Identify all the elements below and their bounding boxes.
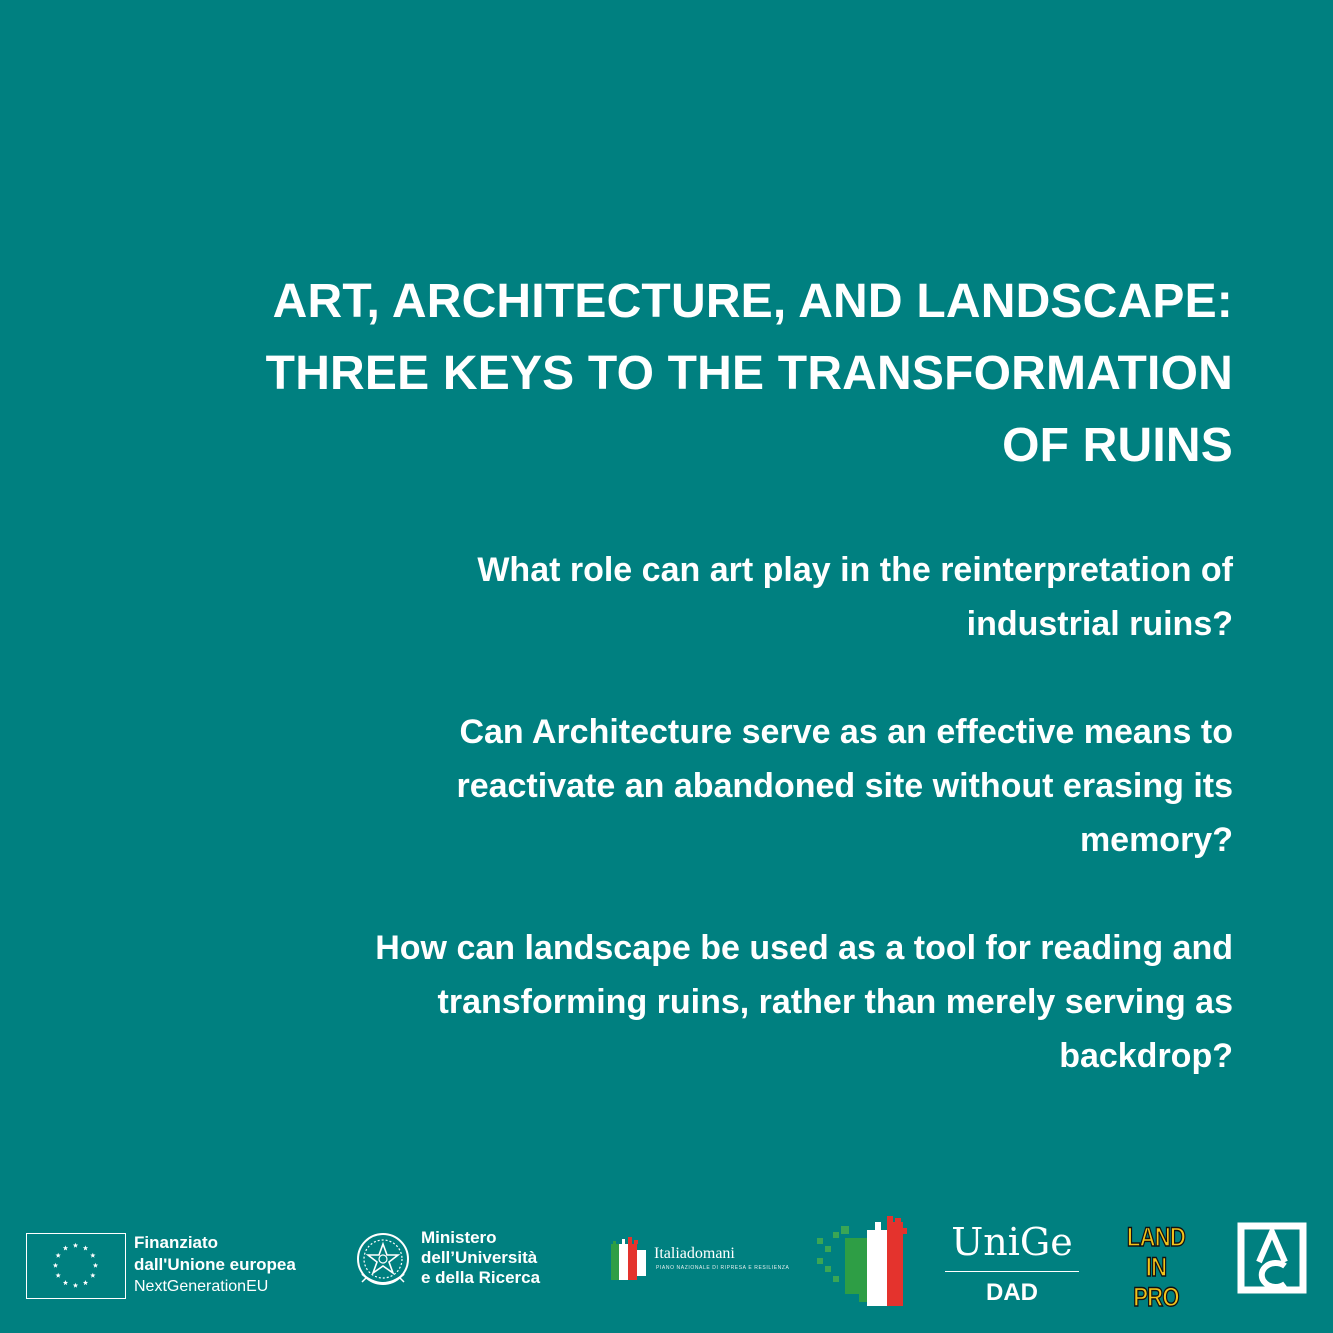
eu-star — [90, 1273, 95, 1278]
question-architecture — [103, 705, 1233, 867]
eu-star — [73, 1243, 78, 1248]
landinpro-line: IN — [1145, 1252, 1167, 1282]
question-line: backdrop? — [1059, 1037, 1233, 1075]
ministry-label — [421, 1228, 540, 1288]
eu-star — [83, 1245, 88, 1250]
italiadomani-name: Italiadomani — [654, 1245, 735, 1262]
italian-flag-icon — [608, 1234, 654, 1284]
question-line: What role can art play in the reinterpretation of — [477, 551, 1233, 589]
question-art — [103, 543, 1233, 651]
eu-star — [73, 1283, 78, 1288]
question-line: transforming ruins, rather than merely serving as — [437, 983, 1233, 1021]
ac-monogram-icon — [1237, 1222, 1307, 1294]
landinpro-logo — [1120, 1222, 1192, 1318]
eu-label-line: dall'Unione europea — [134, 1255, 296, 1274]
eu-star — [56, 1253, 61, 1258]
eu-label-line: NextGenerationEU — [134, 1278, 269, 1295]
question-line: Can Architecture serve as an effective means to — [459, 713, 1233, 751]
title-line: OF RUINS — [1002, 419, 1233, 472]
italiadomani-subtitle: PIANO NAZIONALE DI RIPRESA E RESILIENZA — [656, 1265, 790, 1271]
title-line: ART, ARCHITECTURE, AND LANDSCAPE: — [272, 275, 1233, 328]
eu-star — [56, 1273, 61, 1278]
question-line: industrial ruins? — [966, 605, 1233, 643]
question-line: reactivate an abandoned site without erasing its — [456, 767, 1233, 805]
title-line: THREE KEYS TO THE TRANSFORMATION — [265, 347, 1233, 400]
eu-star — [63, 1245, 68, 1250]
eu-flag-icon — [26, 1233, 126, 1299]
question-landscape — [103, 921, 1233, 1083]
eu-star — [83, 1280, 88, 1285]
question-line: How can landscape be used as a tool for reading and — [375, 929, 1233, 967]
unige-divider — [945, 1271, 1079, 1272]
pixel-flag-icon — [815, 1216, 907, 1308]
eu-funding-label — [134, 1232, 296, 1298]
question-line: memory? — [1079, 821, 1233, 859]
unige-department: DAD — [986, 1279, 1038, 1306]
italiadomani-logo — [608, 1234, 790, 1284]
italian-republic-emblem-icon — [352, 1228, 414, 1294]
landinpro-line: PRO — [1133, 1282, 1179, 1312]
landinpro-line: LAND — [1126, 1222, 1186, 1252]
eu-star — [63, 1280, 68, 1285]
ministry-label-line: dell’Università — [421, 1248, 538, 1267]
eu-star — [53, 1263, 58, 1268]
ministry-label-line: e della Ricerca — [421, 1268, 541, 1287]
unige-name: UniGe — [951, 1220, 1073, 1264]
page-title — [103, 266, 1233, 482]
ministry-label-line: Ministero — [421, 1228, 497, 1247]
unige-dad-logo — [944, 1218, 1080, 1318]
eu-label-line: Finanziato — [134, 1233, 219, 1252]
eu-star — [90, 1253, 95, 1258]
eu-star — [93, 1263, 98, 1268]
